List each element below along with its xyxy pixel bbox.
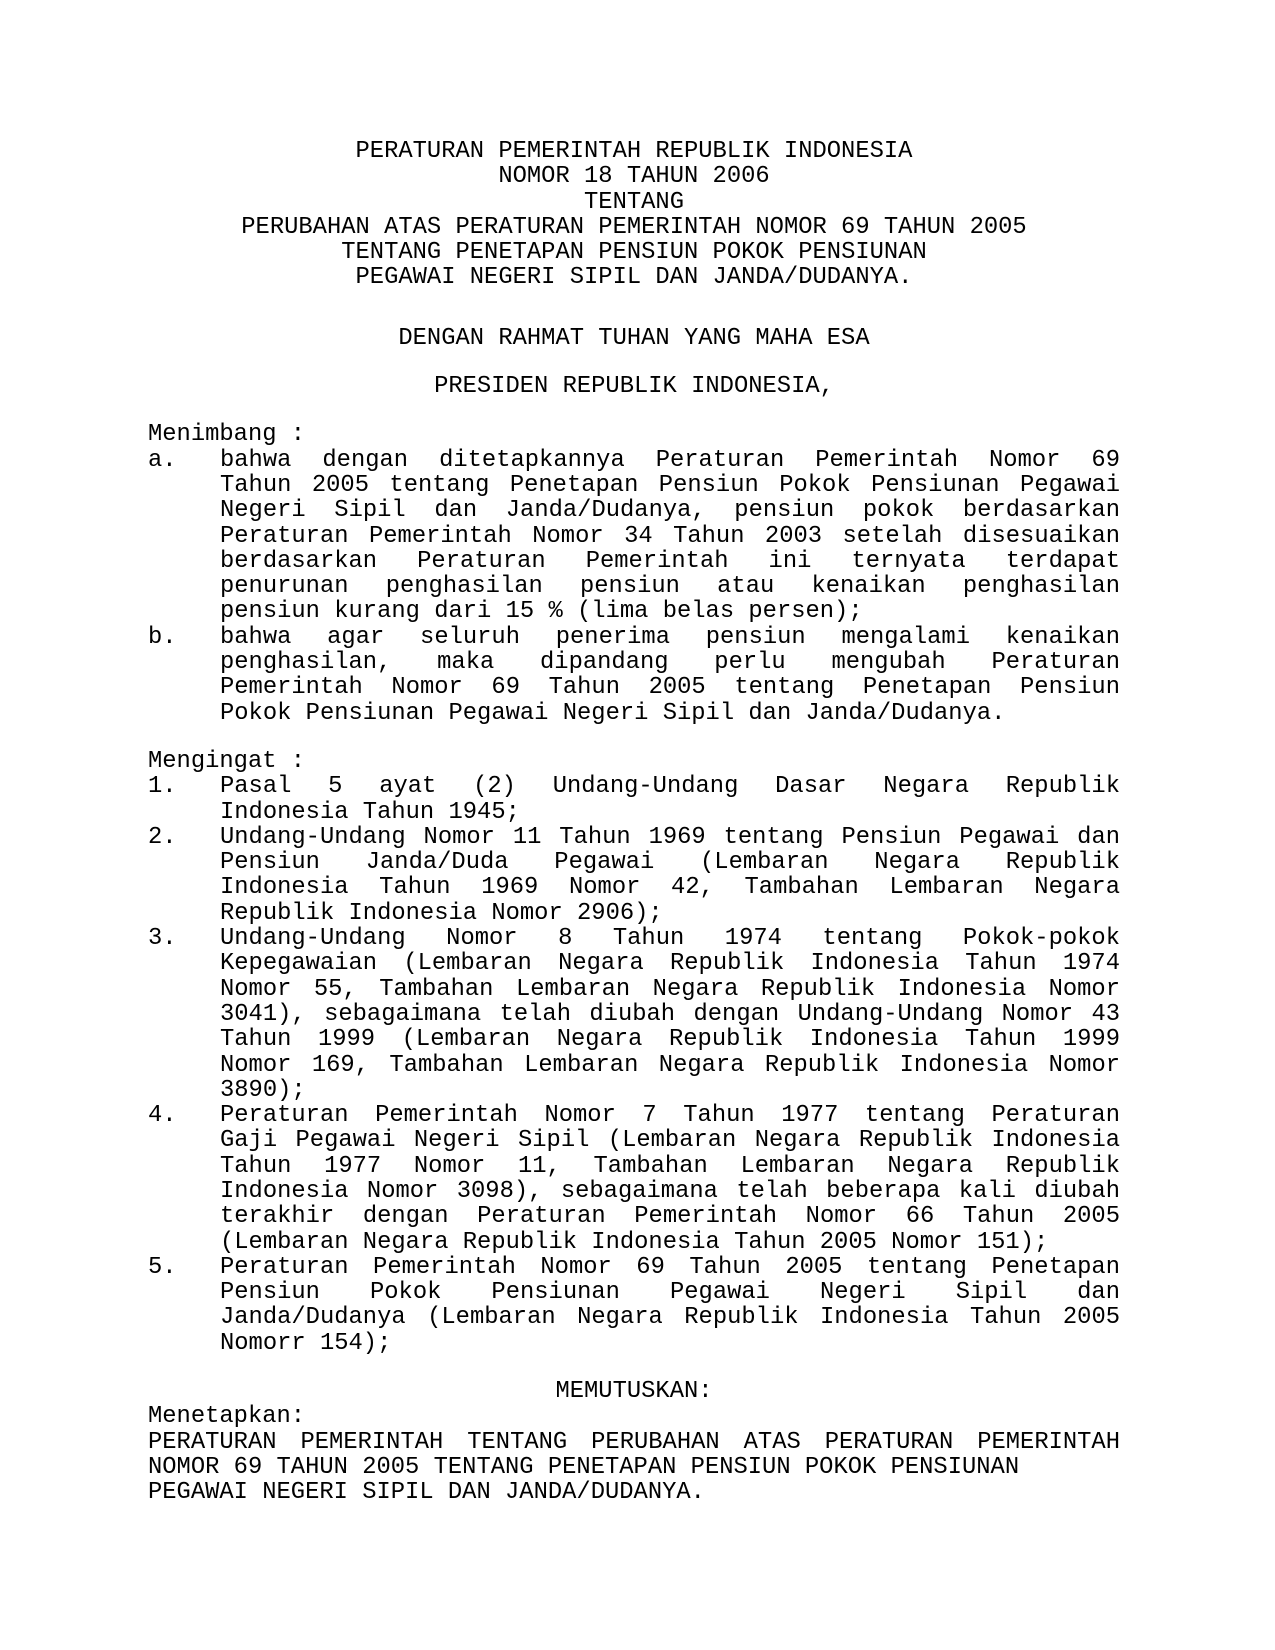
paragraph-line: 3890); xyxy=(220,1076,306,1104)
mengingat-item xyxy=(148,1255,1120,1356)
list-item-body xyxy=(220,926,1120,1103)
decision-line: PERATURAN PEMERINTAH TENTANG PERUBAHAN ATAS PERATURAN PEMERINTAH xyxy=(148,1428,1120,1456)
mengingat-item xyxy=(148,926,1120,1103)
paragraph-line: 3041), sebagaimana telah diubah dengan Undang-Undang Nomor 43 xyxy=(220,1000,1120,1028)
mengingat-item xyxy=(148,774,1120,825)
menimbang-item xyxy=(148,625,1120,726)
section-gap xyxy=(148,1356,1120,1379)
list-item-body xyxy=(220,774,1120,825)
paragraph-line: Negeri Sipil dan Janda/Dudanya, pensiun pokok berdasarkan xyxy=(220,497,1120,525)
paragraph-line: Tahun 2005 tentang Penetapan Pensiun Pokok Pensiunan Pegawai xyxy=(220,471,1120,499)
paragraph-line: Indonesia Tahun 1969 Nomor 42, Tambahan Lembaran Negara xyxy=(220,874,1120,902)
section-gap xyxy=(148,291,1120,326)
paragraph-line: Undang-Undang Nomor 8 Tahun 1974 tentang Pokok-pokok xyxy=(220,925,1120,953)
paragraph-line: penurunan penghasilan pensiun atau kenaikan penghasilan xyxy=(220,573,1120,601)
section-gap xyxy=(148,351,1120,374)
invocation-line: DENGAN RAHMAT TUHAN YANG MAHA ESA xyxy=(398,324,870,352)
list-item-body xyxy=(220,1103,1120,1255)
title-line: PERATURAN PEMERINTAH REPUBLIK INDONESIA xyxy=(355,138,913,165)
menimbang-list xyxy=(148,448,1120,726)
list-item-body xyxy=(220,825,1120,926)
list-item-marker: 2. xyxy=(148,823,177,851)
paragraph-line: Tahun 1999 (Lembaran Negara Republik Indonesia Tahun 1999 xyxy=(220,1026,1120,1054)
paragraph-line: (Lembaran Negara Republik Indonesia Tahun 2005 Nomor 151); xyxy=(220,1228,1049,1256)
paragraph-line: Peraturan Pemerintah Nomor 34 Tahun 2003 setelah disesuaikan xyxy=(220,522,1120,550)
paragraph-line: terakhir dengan Peraturan Pemerintah Nomor 66 Tahun 2005 xyxy=(220,1203,1120,1231)
list-item-marker: 4. xyxy=(148,1102,177,1130)
section-gap xyxy=(148,399,1120,422)
list-item-marker: a. xyxy=(148,446,177,474)
list-item-marker: 5. xyxy=(148,1253,177,1281)
paragraph-line: Indonesia Tahun 1945; xyxy=(220,798,520,826)
section-gap xyxy=(148,726,1120,749)
paragraph-line: Republik Indonesia Nomor 2906); xyxy=(220,899,663,927)
paragraph-line: bahwa dengan ditetapkannya Peraturan Pemerintah Nomor 69 xyxy=(220,446,1120,474)
list-item-marker: b. xyxy=(148,623,177,651)
paragraph-line: Gaji Pegawai Negeri Sipil (Lembaran Negara Republik Indonesia xyxy=(220,1127,1120,1155)
list-item-body xyxy=(220,1255,1120,1356)
paragraph-line: Indonesia Nomor 3098), sebagaimana telah beberapa kali diubah xyxy=(220,1177,1120,1205)
paragraph-line: Kepegawaian (Lembaran Negara Republik Indonesia Tahun 1974 xyxy=(220,950,1120,978)
paragraph-line: berdasarkan Peraturan Pemerintah ini ternyata terdapat xyxy=(220,547,1120,575)
memutuskan-heading: MEMUTUSKAN: xyxy=(555,1378,713,1406)
list-item-body xyxy=(220,448,1120,625)
paragraph-line: Pasal 5 ayat (2) Undang-Undang Dasar Negara Republik xyxy=(220,773,1120,801)
paragraph-line: Peraturan Pemerintah Nomor 7 Tahun 1977 tentang Peraturan xyxy=(220,1102,1120,1130)
paragraph-line: Nomor 169, Tambahan Lembaran Negara Republik Indonesia Nomor xyxy=(220,1051,1120,1079)
list-item-marker: 1. xyxy=(148,773,177,801)
mengingat-item xyxy=(148,1103,1120,1255)
paragraph-line: bahwa agar seluruh penerima pensiun mengalami kenaikan xyxy=(220,623,1120,651)
list-item-marker: 3. xyxy=(148,925,177,953)
paragraph-line: penghasilan, maka dipandang perlu mengubah Peraturan xyxy=(220,649,1120,677)
mengingat-label: Mengingat : xyxy=(148,747,306,775)
title-line: PEGAWAI NEGERI SIPIL DAN JANDA/DUDANYA. xyxy=(355,264,913,292)
menetapkan-label: Menetapkan: xyxy=(148,1403,306,1431)
paragraph-line: Pensiun Janda/Duda Pegawai (Lembaran Negara Republik xyxy=(220,849,1120,877)
decision-paragraph xyxy=(148,1430,1120,1506)
issuer-line: PRESIDEN REPUBLIK INDONESIA, xyxy=(434,373,834,401)
mengingat-item xyxy=(148,825,1120,926)
paragraph-line: Tahun 1977 Nomor 11, Tambahan Lembaran Negara Republik xyxy=(220,1152,1120,1180)
paragraph-line: Pemerintah Nomor 69 Tahun 2005 tentang Penetapan Pensiun xyxy=(220,674,1120,702)
paragraph-line: Nomor 55, Tambahan Lembaran Negara Republik Indonesia Nomor xyxy=(220,975,1120,1003)
title-line: NOMOR 18 TAHUN 2006 xyxy=(498,163,770,191)
decision-line: NOMOR 69 TAHUN 2005 TENTANG PENETAPAN PENSIUN POKOK PENSIUNAN xyxy=(148,1453,1020,1481)
paragraph-line: Janda/Dudanya (Lembaran Negara Republik Indonesia Tahun 2005 xyxy=(220,1304,1120,1332)
paragraph-line: Undang-Undang Nomor 11 Tahun 1969 tentang Pensiun Pegawai dan xyxy=(220,823,1120,851)
decision-line: PEGAWAI NEGERI SIPIL DAN JANDA/DUDANYA. xyxy=(148,1479,705,1507)
paragraph-line: Pokok Pensiunan Pegawai Negeri Sipil dan Janda/Dudanya. xyxy=(220,699,1006,727)
title-line: PERUBAHAN ATAS PERATURAN PEMERINTAH NOMOR 69 TAHUN 2005 xyxy=(241,213,1027,241)
title-line: TENTANG xyxy=(584,188,684,216)
paragraph-line: Pensiun Pokok Pensiunan Pegawai Negeri Sipil dan xyxy=(220,1279,1120,1307)
list-item-body xyxy=(220,625,1120,726)
paragraph-line: Peraturan Pemerintah Nomor 69 Tahun 2005 tentang Penetapan xyxy=(220,1253,1120,1281)
paragraph-line: pensiun kurang dari 15 % (lima belas persen); xyxy=(220,598,863,626)
document-title-block xyxy=(148,139,1120,291)
menimbang-item xyxy=(148,448,1120,625)
menimbang-label: Menimbang : xyxy=(148,421,306,449)
mengingat-list xyxy=(148,774,1120,1356)
title-line: TENTANG PENETAPAN PENSIUN POKOK PENSIUNAN xyxy=(341,239,927,267)
paragraph-line: Nomorr 154); xyxy=(220,1329,392,1357)
